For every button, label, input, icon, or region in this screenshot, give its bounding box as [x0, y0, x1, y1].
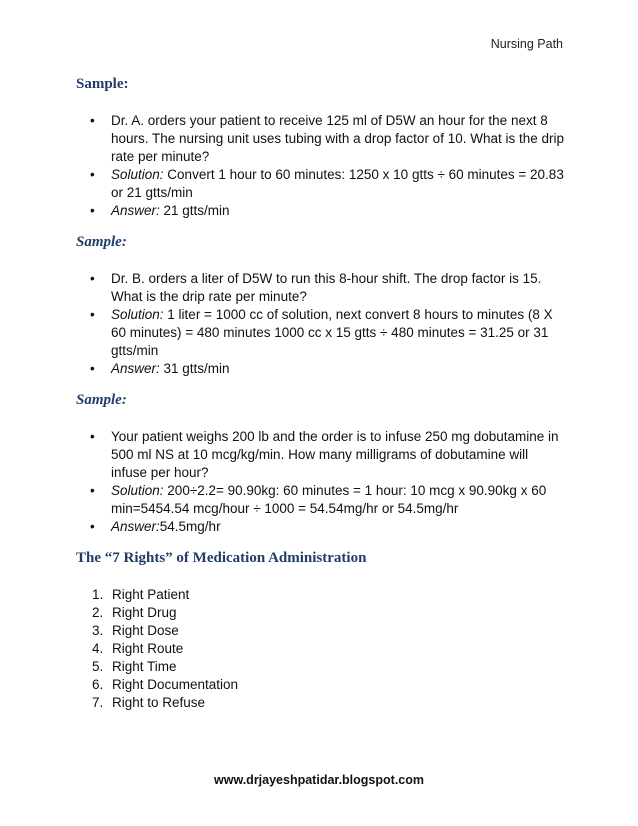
- item-number: 6.: [92, 677, 104, 692]
- sample-section-3: [76, 390, 566, 536]
- list-item: [76, 676, 566, 694]
- item-number: 4.: [92, 641, 104, 656]
- item-lead: Answer:: [111, 361, 160, 376]
- list-item: [76, 586, 566, 604]
- list-item: [76, 604, 566, 622]
- item-text: Right to Refuse: [112, 695, 206, 710]
- item-text: Right Route: [112, 641, 184, 656]
- item-text: Dr. A. orders your patient to receive 125 ml of D5W an hour for the next 8 hours. The nursing unit uses tubing with a drop factor of 10. What is the drip rate per minute?: [111, 113, 565, 164]
- item-text: Right Documentation: [112, 677, 239, 692]
- item-text: 200÷2.2= 90.90kg: 60 minutes = 1 hour: 10 mcg x 90.90kg x 60 min=5454.54 mcg/hour ÷ 1000 = 54.54mg/hr or 54.5mg/hr: [111, 483, 547, 516]
- sample-section-1: [76, 74, 566, 220]
- item-text: Right Time: [112, 659, 177, 674]
- item-number: 3.: [92, 623, 104, 638]
- item-lead: Solution:: [111, 483, 164, 498]
- item-number: 7.: [92, 695, 104, 710]
- list-item: [111, 428, 566, 482]
- list-item: [76, 640, 566, 658]
- item-text: Right Patient: [112, 587, 190, 602]
- sample-section-2: [76, 232, 566, 378]
- bullet-list: [76, 112, 566, 220]
- section-heading: Sample:: [76, 76, 129, 92]
- page-footer: www.drjayeshpatidar.blogspot.com: [214, 773, 424, 787]
- item-lead: Answer:: [111, 203, 160, 218]
- list-item: [111, 270, 566, 306]
- item-number: 5.: [92, 659, 104, 674]
- item-text: Right Dose: [112, 623, 179, 638]
- list-item: [111, 166, 566, 202]
- list-item: [111, 202, 566, 220]
- numbered-list: [76, 586, 566, 712]
- item-number: 1.: [92, 587, 104, 602]
- list-item: [111, 518, 566, 536]
- list-item: [111, 360, 566, 378]
- item-text: Your patient weighs 200 lb and the order is to infuse 250 mg dobutamine in 500 ml NS at 10 mcg/kg/min. How many milligrams of dobutamine will infuse per hour?: [111, 429, 559, 480]
- list-item: [76, 622, 566, 640]
- seven-rights-section: [76, 548, 566, 712]
- section-heading: The “7 Rights” of Medication Administration: [76, 550, 367, 566]
- section-heading: Sample:: [76, 234, 127, 250]
- item-lead: Solution:: [111, 167, 164, 182]
- item-text: 21 gtts/min: [159, 203, 230, 218]
- document-body: [76, 74, 566, 712]
- bullet-list: [76, 428, 566, 536]
- item-text: 31 gtts/min: [159, 361, 230, 376]
- list-item: [76, 694, 566, 712]
- item-number: 2.: [92, 605, 104, 620]
- list-item: [76, 658, 566, 676]
- list-item: [111, 482, 566, 518]
- item-text: 1 liter = 1000 cc of solution, next convert 8 hours to minutes (8 X 60 minutes) = 480 minutes 1000 cc x 15 gtts ÷ 480 minutes = 31.25 or 31 gtts/min: [111, 307, 553, 358]
- item-lead: Answer:: [111, 519, 160, 534]
- item-lead: Solution:: [111, 307, 164, 322]
- item-text: Dr. B. orders a liter of D5W to run this 8-hour shift. The drop factor is 15. What is the drip rate per minute?: [111, 271, 542, 304]
- item-text: 54.5mg/hr: [159, 519, 221, 534]
- item-text: Right Drug: [112, 605, 177, 620]
- section-heading: Sample:: [76, 392, 127, 408]
- page-header: Nursing Path: [490, 37, 563, 51]
- list-item: [111, 112, 566, 166]
- bullet-list: [76, 270, 566, 378]
- list-item: [111, 306, 566, 360]
- item-text: Convert 1 hour to 60 minutes: 1250 x 10 gtts ÷ 60 minutes = 20.83 or 21 gtts/min: [111, 167, 564, 200]
